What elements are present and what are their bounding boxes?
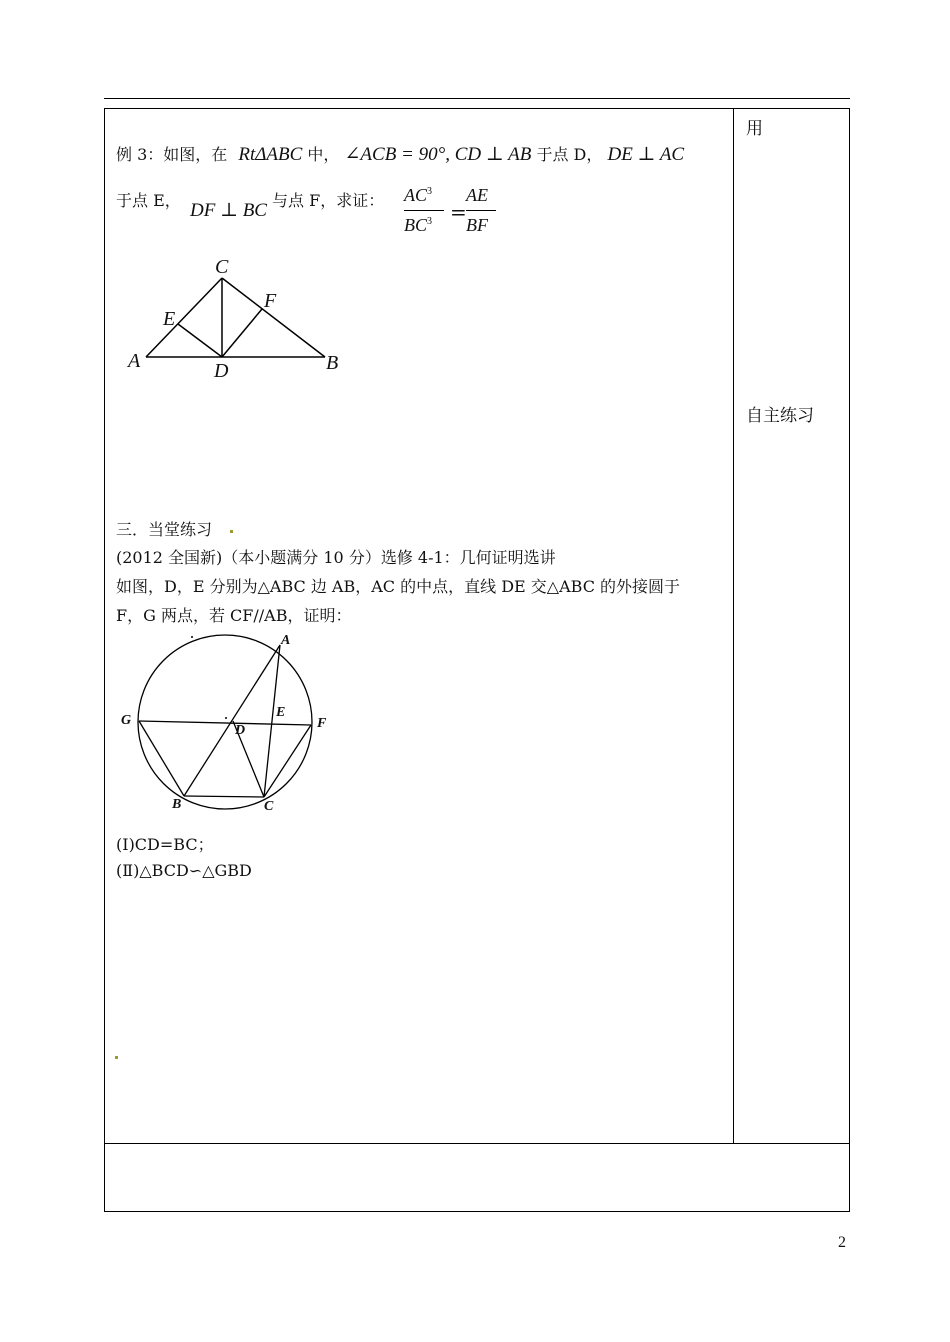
segment-bc-2 (184, 796, 264, 797)
label-a: A (128, 350, 141, 372)
question-1: (Ⅰ)CD=BC； (116, 835, 214, 854)
frac-right-num: AE (466, 185, 488, 205)
page-number: 2 (838, 1234, 846, 1251)
example-line2-prefix: 于点 E， (116, 191, 181, 210)
equals-sign: = (450, 200, 467, 224)
circle-label-e: E (276, 705, 286, 720)
side-label-top: 用 (746, 119, 763, 139)
circle-label-b: B (172, 797, 182, 812)
side-label-practice: 自主练习 (746, 406, 814, 426)
circle-label-a: A (281, 633, 291, 648)
practice-statement-1: 如图，D，E 分别为△ABC 边 AB，AC 的中点，直线 DE 交△ABC 的外接圆于 (116, 577, 681, 596)
segment-ac-2 (264, 645, 280, 797)
practice-heading: 三．当堂练习 (116, 520, 213, 539)
practice-statement-2: F，G 两点，若 CF//AB，证明： (116, 606, 352, 625)
frac-left-den: $BC^3$ (404, 215, 433, 235)
example-line2-mid: 与点 F，求证： (272, 191, 385, 210)
mark-dot (115, 1056, 118, 1059)
df-perp: DF ⊥ BC (190, 200, 267, 221)
frac-left-num: $AC^3$ (404, 185, 433, 205)
example-prefix: 例 3：如图，在 (116, 145, 228, 164)
rt-triangle: RtΔABC (238, 144, 303, 165)
angle-condition: ∠ACB = 90°, CD ⊥ AB (344, 144, 532, 165)
label-b: B (326, 352, 339, 374)
label-f: F (264, 290, 277, 312)
label-c: C (215, 256, 229, 278)
label-d: D (214, 360, 229, 382)
frac-right-den: BF (466, 215, 488, 235)
de-perp: DE ⊥ AC (607, 144, 685, 165)
example-mid: 中， (307, 145, 340, 164)
practice-source: (2012 全国新)（本小题满分 10 分）选修 4-1：几何证明选讲 (116, 548, 556, 567)
circle-label-f: F (317, 716, 327, 731)
circle-label-g: G (121, 713, 132, 728)
circle-label-c: C (264, 799, 274, 814)
question-2: (Ⅱ)△BCD∽△GBD (116, 861, 252, 880)
example-foot: 于点 D， (536, 145, 603, 164)
segment-ab-2 (184, 645, 280, 796)
circle-label-d: D (235, 723, 246, 738)
label-e: E (163, 308, 176, 330)
line-gf (139, 721, 311, 725)
